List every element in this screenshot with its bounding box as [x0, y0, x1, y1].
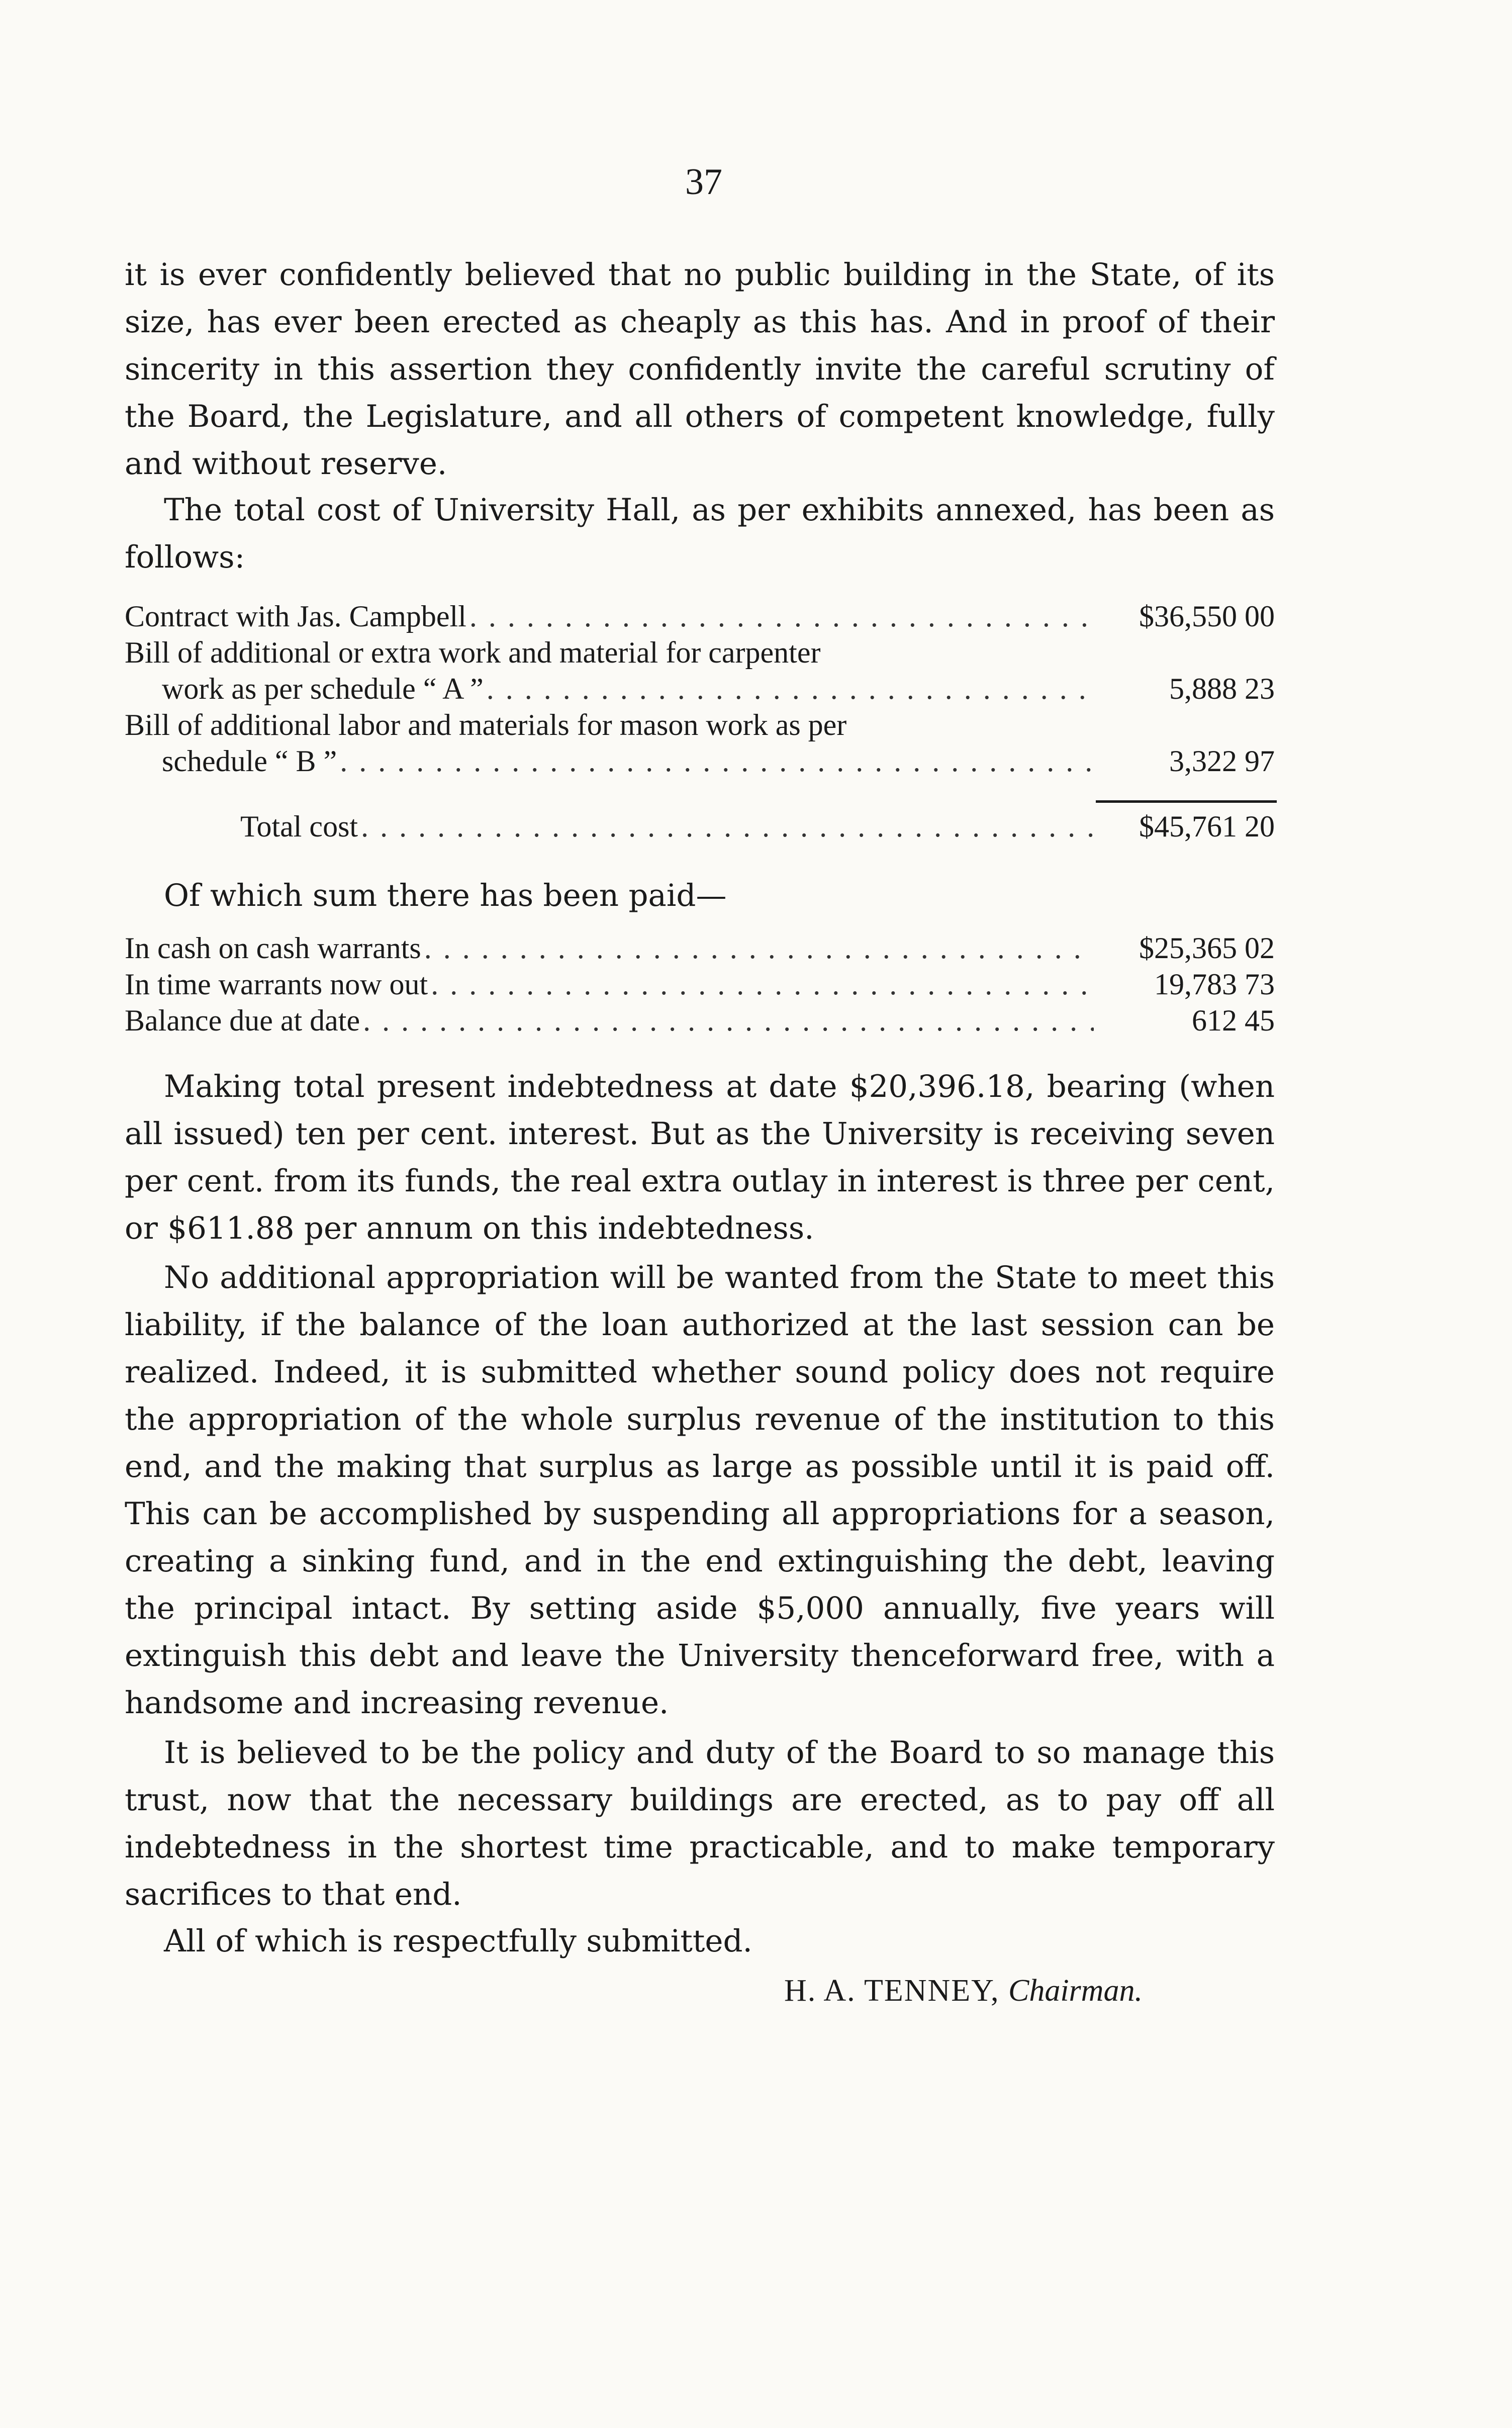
leader-dots: [358, 808, 1094, 845]
payment-amount: 612 45: [1192, 1004, 1275, 1037]
payment-label: In cash on cash warrants: [125, 931, 421, 965]
cost-item-amount: 5,888 23: [1169, 672, 1275, 705]
cost-item-row: [125, 743, 1275, 779]
cost-item-row: [125, 671, 1275, 707]
cost-ledger: [125, 598, 1275, 779]
cost-item-label-continued: schedule “ B ”: [162, 744, 337, 778]
leader-dots: [421, 930, 1094, 966]
cost-item-label: Bill of additional labor and materials for mason work as per: [125, 708, 847, 741]
payment-row: [125, 966, 1275, 1002]
cost-item-amount: $36,550 00: [1139, 600, 1275, 633]
payment-amount: $25,365 02: [1139, 931, 1275, 965]
signatory-name: H. A. TENNEY,: [784, 1974, 1000, 2008]
closing-line: All of which is respectfully submitted.: [164, 1923, 752, 1959]
cost-item-amount: 3,322 97: [1169, 744, 1275, 778]
signatory-title: Chairman.: [1008, 1974, 1143, 2008]
total-amount: $45,761 20: [1139, 810, 1275, 843]
total-rule: [1096, 800, 1277, 803]
indebtedness-paragraph: Making total present indebtedness at date $20,396.18, bearing (when all issued) ten per cent. interest. But as the University is receiving seven per cent. from its funds, the real extra outlay in interest is three per cent, or $611.88 per annum on this indebtedness.: [125, 1069, 1275, 1246]
payment-amount: 19,783 73: [1154, 968, 1275, 1001]
payment-row: [125, 1002, 1275, 1039]
signature-block: [784, 1973, 1277, 2009]
cost-intro-paragraph: The total cost of University Hall, as per exhibits annexed, has been as follows:: [125, 492, 1275, 575]
appropriation-paragraph: No additional appropriation will be wanted from the State to meet this liability, if the balance of the loan authorized at the last session can be realized. Indeed, it is submitted whether sound policy does not require the appropriation of the whole surplus revenue of the institution to this end, and the making that surplus as large as possible until it is paid off. This can be accomplished by suspending all appropriations for a season, creating a sinking fund, and in the end extinguishing the debt, leaving the principal intact. By setting aside $5,000 annually, five years will extinguish this debt and leave the University thenceforward free, with a handsome and increasing revenue.: [125, 1260, 1275, 1721]
leader-dots: [428, 966, 1094, 1002]
leader-dots: [360, 1002, 1094, 1039]
payment-row: [125, 930, 1275, 966]
paid-intro: Of which sum there has been paid—: [164, 878, 727, 913]
cost-item-label: Contract with Jas. Campbell: [125, 600, 466, 633]
cost-item-label: Bill of additional or extra work and material for carpenter: [125, 636, 821, 669]
payments-ledger: [125, 930, 1275, 1039]
cost-item-row: [125, 598, 1275, 634]
page-number: 37: [685, 161, 722, 203]
total-row: [125, 808, 1275, 845]
leader-dots: [337, 743, 1094, 779]
cost-item-label-continued: work as per schedule “ A ”: [162, 672, 484, 705]
leader-dots: [484, 671, 1094, 707]
policy-paragraph: It is believed to be the policy and duty of the Board to so manage this trust, now that the necessary buildings are erected, as to pay off all indebtedness in the shortest time practicable, and to make temporary sacrifices to that end.: [125, 1735, 1275, 1912]
leader-dots: [466, 598, 1094, 634]
payment-label: Balance due at date: [125, 1004, 360, 1037]
opening-paragraph: it is ever confidently believed that no public building in the State, of its size, has ever been erected as cheaply as this has. And in proof of their sincerity in this assertion they confidently invite the careful scrutiny of the Board, the Legislature, and all others of competent knowledge, fully and without reserve.: [125, 257, 1275, 482]
payment-label: In time warrants now out: [125, 968, 428, 1001]
total-label: Total cost: [240, 810, 358, 843]
